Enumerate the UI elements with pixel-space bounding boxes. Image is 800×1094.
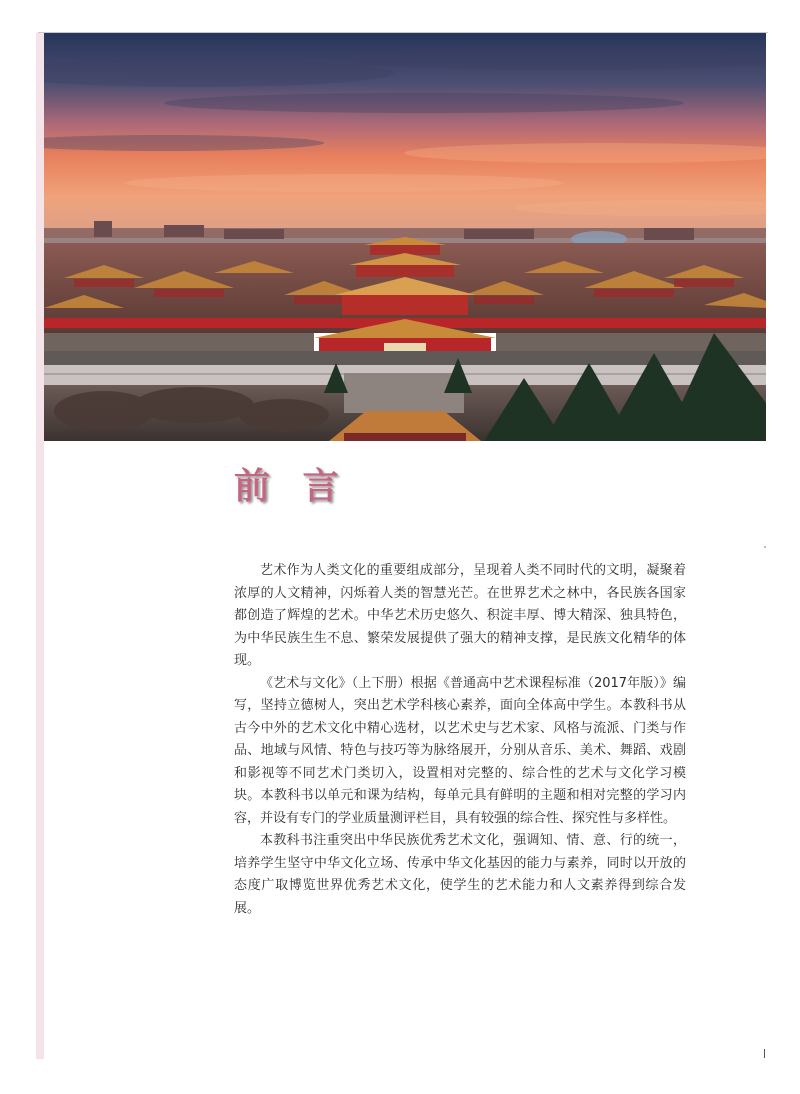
left-margin-strip	[36, 33, 44, 1059]
preface-paragraph-2: 《艺术与文化》（上下册）根据《普通高中艺术课程标准（2017年版）》编写，坚持立德树人，突出艺术学科核心素养，面向全体高中学生。本教科书从古今中外的艺术文化中精心选材，以艺术史与艺术家、风格与流派、门类与作品、地域与风情、特色与技巧等为脉络展开，分别从音乐、美术、舞蹈、戏剧和影视等不同艺术门类切入，设置相对完整的、综合性的艺术与文化学习模块。本教科书以单元和课为结构，每单元具有鲜明的主题和相对完整的学习内容，并设有专门的学业质量测评栏目，具有较强的综合性、探究性与多样性。	[234, 675, 686, 826]
page-number-mark	[764, 1049, 765, 1058]
preface-paragraph-3: 本教科书注重突出中华民族优秀艺术文化，强调知、情、意、行的统一，培养学生坚守中华文化立场、传承中华文化基因的能力与素养，同时以开放的态度广取博览世界优秀艺术文化，使学生的艺术能力和人文素养得到综合发展。	[234, 833, 686, 916]
forbidden-city-sunset-photo	[44, 33, 766, 441]
page-heading: 前 言	[234, 466, 349, 507]
preface-paragraph-1: 艺术作为人类文化的重要组成部分，呈现着人类不同时代的文明，凝聚着浓厚的人文精神，闪烁着人类的智慧光芒。在世界艺术之林中，各民族各国家都创造了辉煌的艺术。中华艺术历史悠久、积淀丰厚、博大精深、独具特色，为中华民族生生不息、繁荣发展提供了强大的精神支撑，是民族文化精华的体现。	[234, 563, 686, 668]
margin-dot	[764, 546, 766, 548]
preface-body	[234, 560, 686, 920]
